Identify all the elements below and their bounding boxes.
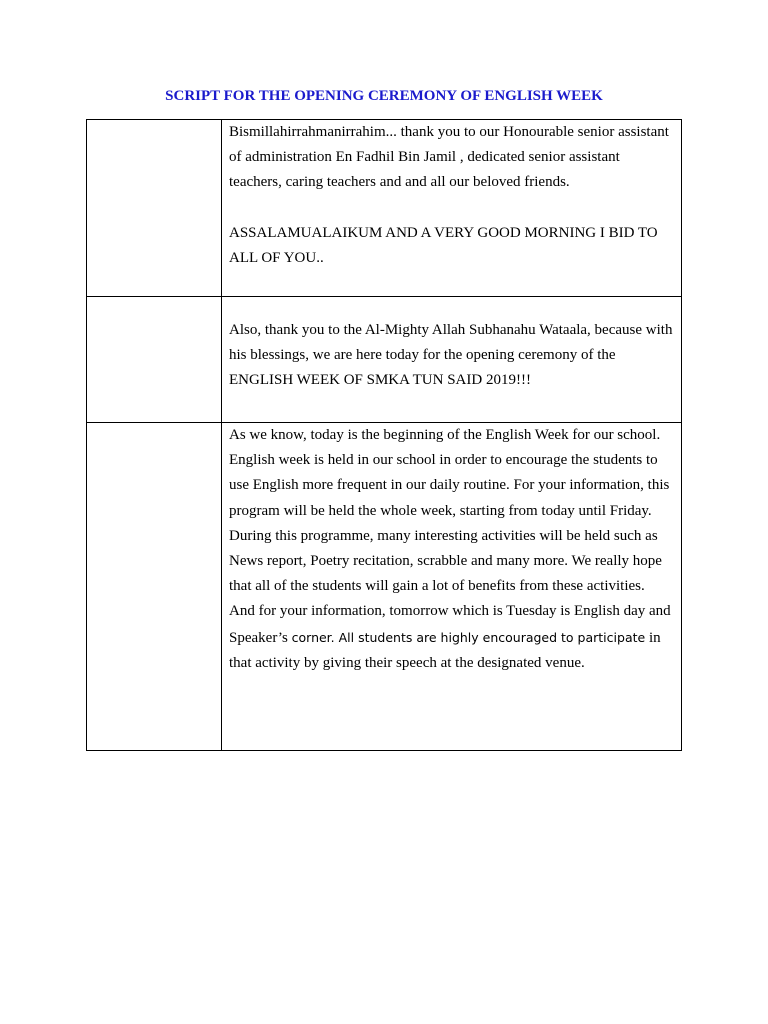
tuesday-text-part-a: And for your information, tomorrow which is Tuesday is English day and Speaker’s (229, 603, 671, 646)
row-label-cell (87, 297, 222, 423)
salutation-paragraph: ASSALAMUALAIKUM AND A VERY GOOD MORNING I BID TO ALL OF YOU.. (229, 224, 658, 266)
row-content-cell (222, 120, 682, 297)
programme-paragraph: As we know, today is the beginning of the English Week for our school. English week is held in our school in order to encourage the students to use English more frequent in our daily routine. For your information, this program will be held the whole week, starting from today until Friday. During this programme, many interesting activities will be held such as News report, Poetry recitation, scrabble and many more. We really hope that all of the students will gain a lot of benefits from these activities. (229, 427, 670, 595)
table-row (87, 297, 682, 423)
row-content-cell (222, 297, 682, 423)
table-row (87, 423, 682, 751)
thanks-paragraph: Also, thank you to the Al-Mighty Allah Subhanahu Wataala, because with his blessings, we are here today for the opening ceremony of the ENGLISH WEEK OF SMKA TUN SAID 2019!!! (229, 322, 673, 389)
paragraph-gap (229, 196, 673, 221)
tuesday-text-part-b: corner. All students are highly encouraged to participate (291, 629, 646, 645)
row-label-cell (87, 423, 222, 751)
page-title: SCRIPT FOR THE OPENING CEREMONY OF ENGLISH WEEK (165, 88, 603, 104)
script-table (86, 119, 682, 751)
row-label-cell (87, 120, 222, 297)
greeting-paragraph: Bismillahirrahmanirrahim... thank you to our Honourable senior assistant of administration En Fadhil Bin Jamil , dedicated senior assistant teachers, caring teachers and and all our beloved friends. (229, 124, 669, 191)
row-content-cell (222, 423, 682, 751)
table-row (87, 120, 682, 297)
tuesday-text-part-c: in that activity by giving their speech at the designated venue. (229, 629, 661, 671)
tuesday-paragraph (229, 599, 673, 676)
